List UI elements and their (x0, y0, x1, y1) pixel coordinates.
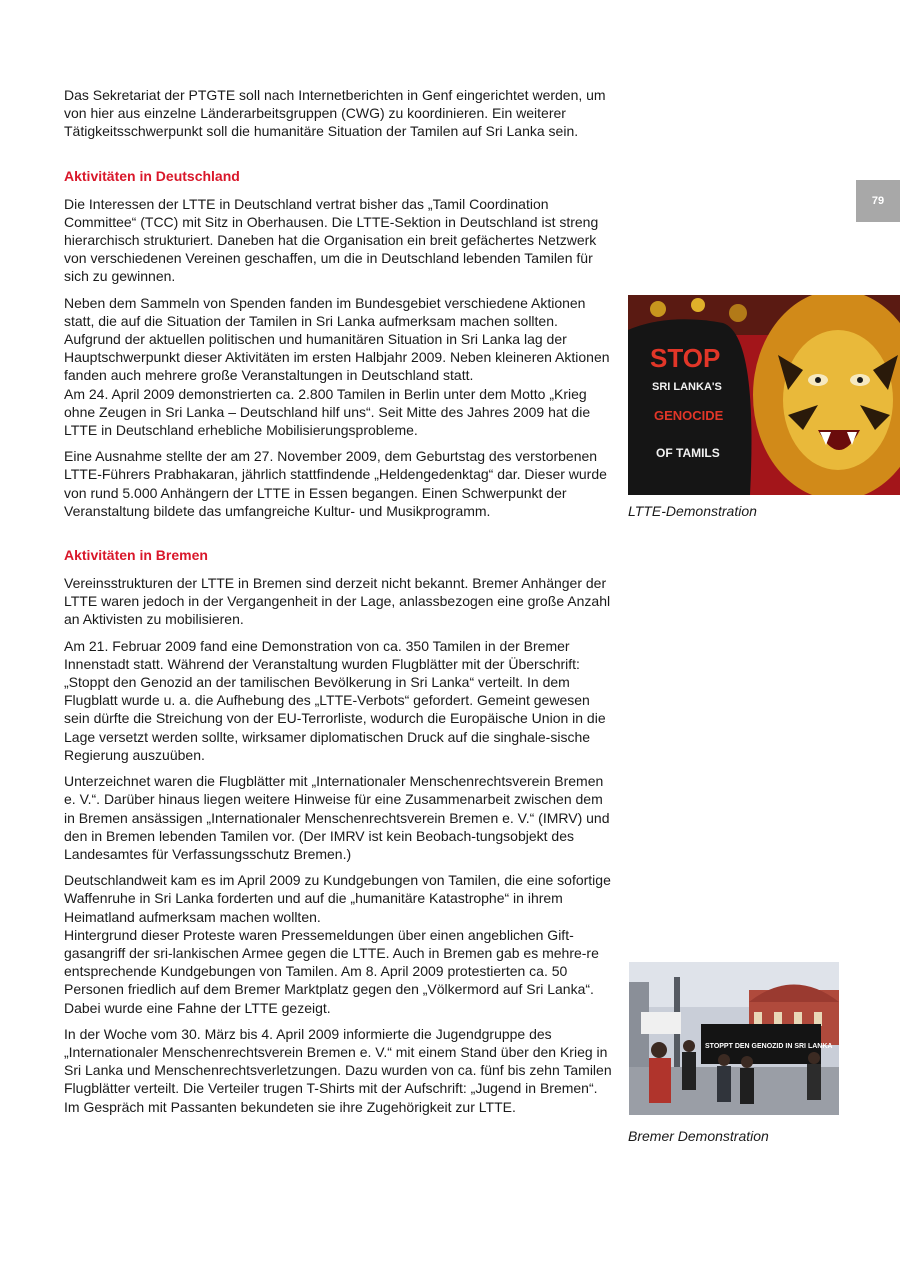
bremen-demonstration-caption: Bremer Demonstration (628, 1128, 769, 1144)
heading-bremen: Aktivitäten in Bremen (64, 547, 208, 564)
shirt-text-line3: GENOCIDE (654, 408, 724, 423)
intro-paragraph: Das Sekretariat der PTGTE soll nach Internetberichten in Genf eingerichtet werden, um von hier aus einzelne Länderarbeitsgruppen (CWG) zu koordinieren. Ein weiterer Tätigkeitsschwerpunkt soll die humanitäre Situation der Tamilen auf Sri Lanka sein. (64, 87, 606, 140)
bremen-paragraph-4a: Deutschlandweit kam es im April 2009 zu Kundgebungen von Tamilen, die eine sofortige Waffenruhe in Sri Lanka forderten und auf die „humanitäre Katastrophe“ in ihrem Heimatland aufmerksam machen wollten. (64, 872, 611, 925)
bremen-paragraph-4b: Hintergrund dieser Proteste waren Pressemeldungen über einen angeblichen Gift-gasangriff der sri-lankischen Armee gegen die LTTE. Auch in Bremen gab es mehre-re entsprechende Kundgebungen von Tamilen. Am 8. April 2009 protestierten ca. 50 Personen friedlich auf dem Bremer Marktplatz gegen den „Völkermord auf Sri Lanka“. Dabei wurde eine Fahne der LTTE gezeigt. (64, 926, 599, 1016)
shirt-text-line4: OF TAMILS (656, 446, 720, 460)
bremen-paragraph-3: Unterzeichnet waren die Flugblätter mit „Internationaler Menschenrechtsverein Bremen e. V.“. Darüber hinaus liegen weitere Hinweise für eine Zusammenarbeit zwischen dem in Bremen ansässigen „Internationaler Menschenrechtsverein Bremen e. V.“ (IMRV) und den in Bremen lebenden Tamilen vor. (Der IMRV ist kein Beobach-tungsobjekt des Landesamtes für Verfassungsschutz Bremen.) (64, 773, 610, 862)
ltte-demonstration-photo (628, 295, 900, 495)
germany-paragraph-2a: Neben dem Sammeln von Spenden fanden im Bundesgebiet verschiedene Aktionen statt, die auf die Situation der Tamilen in Sri Lanka aufmerksam machen sollten. Aufgrund der aktuellen politischen und humanitären Situation in Sri Lanka lag der Hauptschwerpunkt dieser Aktivitäten im ersten Halbjahr 2009. Neben kleineren Aktionen fanden auch mehrere große Veranstaltungen in Deutschland statt. (64, 294, 610, 384)
shirt-text-line2: SRI LANKA'S (652, 381, 722, 393)
ltte-demonstration-illustration (628, 295, 900, 495)
bremen-demonstration-photo (629, 962, 839, 1115)
bremen-paragraph-5: In der Woche vom 30. März bis 4. April 2009 informierte die Jugendgruppe des „Internationaler Menschenrechtsverein Bremen e. V.“ mit einem Stand über den Krieg in Sri Lanka und Menschenrechtsverletzungen. Dazu wurden von ca. fünf bis zehn Tamilen Flugblätter verteilt. Die Verteiler trugen T-Shirts mit der Aufschrift: „Jugend in Bremen“. Im Gespräch mit Passanten bekundeten sie ihre Zugehörigkeit zur LTTE. (64, 1025, 612, 1115)
germany-paragraph-1: Die Interessen der LTTE in Deutschland vertrat bisher das „Tamil Coordination Committee“ (TCC) mit Sitz in Oberhausen. Die LTTE-Sektion in Deutschland ist streng hierarchisch strukturiert. Daneben hat die Organisation ein breit gefächertes Netzwerk von verschiedenen Vereinen geschaffen, um die in Deutschland lebenden Tamilen für sich zu gewinnen. (64, 195, 599, 285)
germany-paragraph-3: Eine Ausnahme stellte der am 27. November 2009, dem Geburtstag des verstorbenen LTTE-Führers Prabhakaran, jährlich stattfindende „Heldengedenktag“ dar. Dieser wurde von rund 5.000 Anhängern der LTTE in Essen begangen. Einen Schwerpunkt der Veranstaltung bildete das umfangreiche Kultur- und Musikprogramm. (64, 448, 607, 519)
ltte-demonstration-caption: LTTE-Demonstration (628, 503, 757, 519)
heading-germany: Aktivitäten in Deutschland (64, 167, 240, 184)
bremen-paragraph-1: Vereinsstrukturen der LTTE in Bremen sind derzeit nicht bekannt. Bremer Anhänger der LTTE waren jedoch in der Vergangenheit in der Lage, anlassbezogen eine große Anzahl an Aktivisten zu mobilisieren. (64, 575, 611, 628)
bremen-paragraph-2: Am 21. Februar 2009 fand eine Demonstration von ca. 350 Tamilen in der Bremer Innenstadt statt. Während der Veranstaltung wurden Flugblätter mit der Überschrift: „Stoppt den Genozid an der tamilischen Bevölkerung in Sri Lanka“ verteilt. In dem Flugblatt wurde u. a. die Aufhebung des „LTTE-Verbots“ gefordert. Gemeint gewesen sein dürfte die Streichung von der EU-Terrorliste, wodurch die Europäische Union in die Lage versetzt werden sollte, wirksamer diplomatischen Druck auf die singhale-sische Regierung auszuüben. (64, 637, 606, 763)
main-text-column (64, 86, 612, 1124)
shirt-text-stop: STOP (650, 343, 721, 373)
banner-text: STOPPT DEN GENOZID IN SRI LANKA (705, 1043, 833, 1050)
germany-paragraph-2b: Am 24. April 2009 demonstrierten ca. 2.800 Tamilen in Berlin unter dem Motto „Krieg ohne Zeugen in Sri Lanka – Deutschland hilf uns“. Seit Mitte des Jahres 2009 hat die LTTE in Deutschland erhebliche Mobilisierungsprobleme. (64, 385, 591, 439)
bremen-demonstration-illustration (629, 962, 839, 1115)
page-number-badge: 79 (856, 180, 900, 222)
